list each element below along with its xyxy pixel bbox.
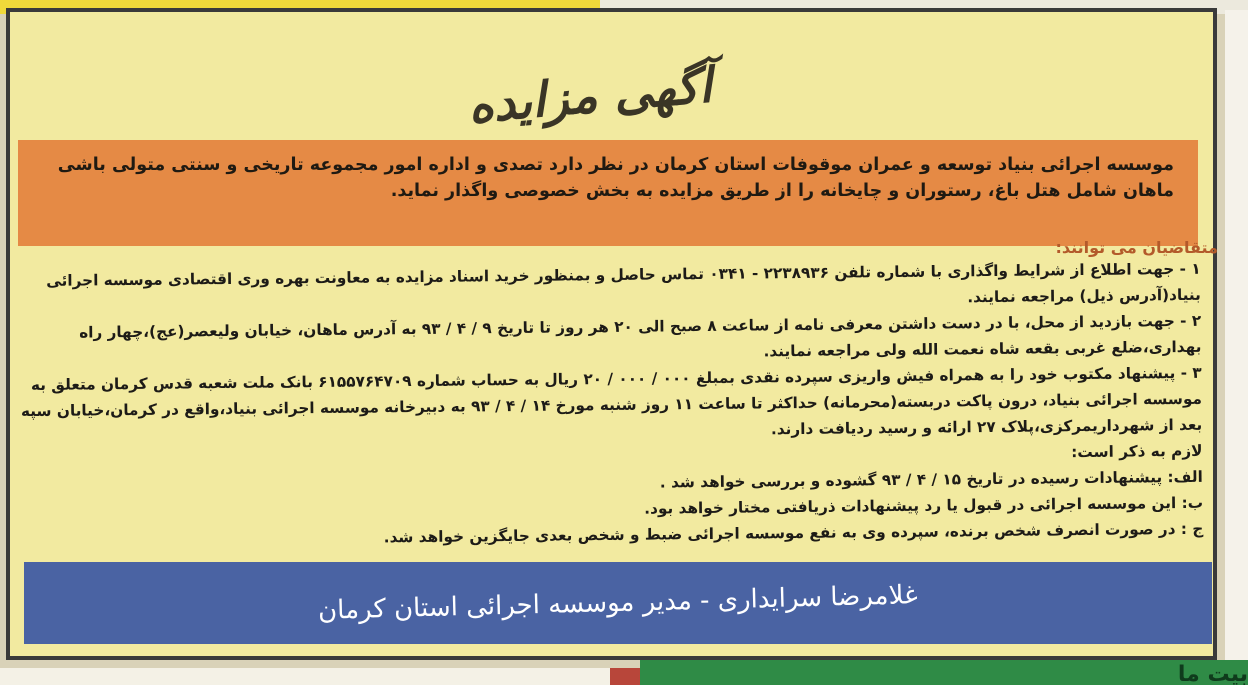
- notice-title: آگهی مزایده: [465, 57, 715, 135]
- adjacent-ad-bottom-right: [640, 660, 1248, 685]
- applicants-heading: متقاضیان می توانند:: [1055, 238, 1218, 257]
- note-a: الف: پیشنهادات رسیده در تاریخ ۱۵ / ۴ / ۹۳ گشوده و بررسی خواهد شد .: [659, 467, 1203, 492]
- adjacent-ad-bottom-left: [0, 668, 610, 685]
- note-heading: لازم به ذکر است:: [1071, 441, 1203, 462]
- page-margin-right: [1225, 10, 1248, 660]
- intro-band: [18, 140, 1198, 246]
- item-2: ۲ - جهت بازدید از محل، با در دست داشتن معرفی نامه از ساعت ۸ صبح الی ۲۰ هر روز تا تاریخ ۹ / ۴ / ۹۳ به آدرس ماهان، خیابان ولیعصر(عج)،چهار راه بهداری،ضلع غربی بقعه شاه نعمت الله ولی مراجعه نمایند.: [79, 311, 1202, 361]
- adjacent-ad-bottom-mid: [610, 668, 640, 685]
- notice-body: [13, 256, 1204, 554]
- signature: غلامرضا سرایداری - مدیر موسسه اجرائی استان کرمان: [317, 580, 919, 626]
- item-3: ۳ - پیشنهاد مکتوب خود را به همراه فیش واریزی سپرده نقدی بمبلغ ۰۰۰ / ۰۰۰ / ۲۰ ریال به حساب شماره ۶۱۵۵۷۶۴۷۰۹ بانک ملت شعبه قدس کرمان متعلق به موسسه اجرائی بنیاد، درون پاکت دربسته(محرمانه) حداکثر تا ساعت ۱۱ روز شنبه مورخ ۱۴ / ۴ / ۹۳ به دبیرخانه موسسه اجرائی بنیاد،واقع در کرمان،خیابان سپه بعد از شهرداریمرکزی،پلاک ۲۷ ارائه و رسید ردیافت دارند.: [20, 363, 1203, 439]
- note-b: ب: این موسسه اجرائی در قبول یا رد پیشنهادات ذریافتی مختار خواهد بود.: [644, 493, 1204, 518]
- intro-text: موسسه اجرائی بنیاد توسعه و عمران موقوفات استان کرمان در نظر دارد تصدی و اداره امور مجموعه تاریخی و سنتی متولی باشی ماهان شامل هتل باغ، رستوران و چایخانه را از طریق مزایده به بخش خصوصی واگذار نماید.: [57, 155, 1174, 201]
- note-c: ج : در صورت انصرف شخص برنده، سپرده وی به نفع موسسه اجرائی ضبط و شخص بعدی جایگزین خواهد شد.: [383, 519, 1204, 547]
- signature-band: [24, 562, 1212, 644]
- item-1: ۱ - جهت اطلاع از شرایط واگذاری با شماره تلفن ۲۲۳۸۹۳۶ - ۰۳۴۱ تماس حاصل و بمنظور خرید اسناد مزایده به معاونت بهره وری اقتصادی موسسه اجرائی بنیاد(آدرس ذیل) مراجعه نمایند.: [46, 259, 1201, 307]
- adjacent-ad-text: بیت ما: [1177, 662, 1248, 685]
